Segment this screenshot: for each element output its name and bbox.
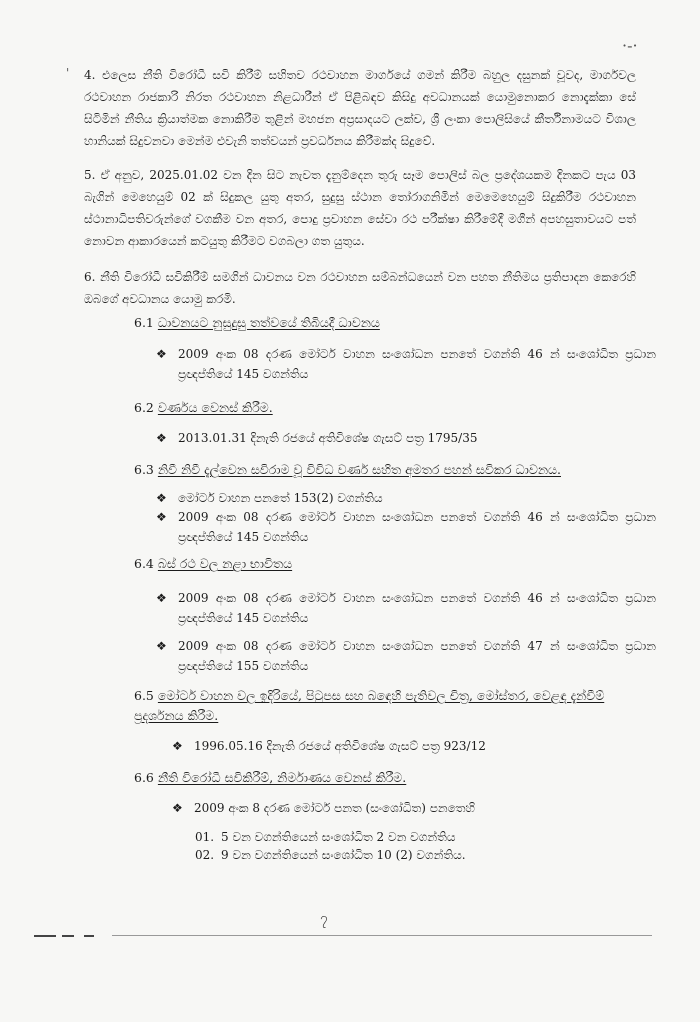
section-6-6-bullet-1	[172, 798, 656, 818]
section-6-1-bullet-1	[156, 344, 656, 384]
section-6-6-item-2	[195, 846, 466, 864]
scan-edge-line	[62, 935, 74, 937]
bullet-text: 2013.01.31 දිනැති රජයේ අතිවිශේෂ ගැසට් පත්‍ර 1795/35	[178, 431, 478, 445]
section-6-4-bullet-2	[156, 636, 656, 676]
section-6-2-bullet-1	[156, 428, 656, 448]
section-6-3-bullet-2	[156, 507, 656, 547]
bullet-text: 2009 අංක 08 දරණ මෝටර් වාහන සංශෝධන පනතේ වගන්ති 46 න් සංශෝධිත ප්‍රධාන ප්‍රඥප්තියේ 145 වගන්තිය	[178, 347, 656, 381]
section-6-5-heading	[134, 686, 634, 726]
section-title: වර්ණය වෙනස් කිරීම.	[157, 400, 273, 415]
item-number: 02.	[195, 848, 215, 862]
section-6-6-heading	[134, 768, 406, 788]
bullet-text: 2009 අංක 8 දරණ මෝටර් පනත (සංශෝධිත) පනතෙහි	[194, 801, 475, 815]
item-text: 9 වන වගන්තියෙන් සංශෝධිත 10 (2) වගන්තිය.	[221, 848, 466, 862]
paragraph-4: 4. එලෙස නීති විරෝධී සවි කිරීම් සහිතව රථවාහන මාර්ගයේ ගමන් කිරීම බහුල දසුනක් වූවද, මාර්ගවල රථවාහන රාජකාරි නිරත රථවාහන නිළධාරීන් ඒ පිළිබඳව කිසිදු අවධානයක් යොමුනොකර නොදැක්කා සේ සිටිමින් නීතිය ක්‍රියාත්මක නොකිරීම තුළින් මහජන අප්‍රසාදයට ලක්ව, ශ්‍රී ලංකා පොලිසියේ කීර්තිනාමයට විශාල හානියක් සිදුවනවා මෙන්ම එවැනි තත්වයන් ප්‍රවර්ධනය කිරීමක්ද සිදුවේ.	[84, 68, 636, 148]
scan-edge-line	[34, 935, 56, 937]
diamond-bullet-icon: ❖	[156, 347, 167, 361]
paragraph-6: 6. නීති විරෝධී සවිකිරීම් සමගින් ධාවනය වන රථවාහන සම්බන්ධයෙන් වන පහත නීතිමය ප්‍රතිපාදන කෙරෙහි ඔබගේ අවධානය යොමු කරමි.	[84, 270, 636, 306]
page-number: ၇	[320, 911, 328, 926]
section-6-3-bullet-1	[156, 488, 656, 508]
section-title: මෝටර් වාහන වල ඉදිරියේ, පිටුපස සහ බඳෙහි පැතිවල චිත්‍ර, මෝස්තර, වෙළඳ දැන්වීම් ප්‍රදර්ශනය කිරීම.	[134, 688, 605, 723]
scan-mark: ·‑·	[622, 36, 638, 55]
bullet-text: 2009 අංක 08 දරණ මෝටර් වාහන සංශෝධන පනතේ වගන්ති 46 න් සංශෝධිත ප්‍රධාන ප්‍රඥප්තියේ 145 වගන්තිය	[178, 591, 656, 625]
section-number: 6.5	[134, 688, 154, 703]
section-6-4-bullet-1	[156, 588, 656, 628]
diamond-bullet-icon: ❖	[156, 591, 167, 605]
section-number: 6.1	[134, 315, 154, 330]
item-number: 01.	[195, 830, 215, 844]
bullet-text: 1996.05.16 දිනැති රජයේ අතිවිශේෂ ගැසට් පත්‍ර 923/12	[194, 739, 486, 753]
section-title: ධාවනයට නුසුදුසු තත්වයේ තිබියදී ධාවනය	[157, 315, 380, 330]
section-number: 6.6	[134, 770, 154, 785]
section-6-5-bullet-1	[172, 736, 656, 756]
section-number: 6.3	[134, 462, 154, 477]
section-6-6-item-1	[195, 828, 455, 846]
diamond-bullet-icon: ❖	[156, 639, 167, 653]
section-6-1-heading	[134, 313, 380, 333]
bullet-text: 2009 අංක 08 දරණ මෝටර් වාහන සංශෝධන පනතේ වගන්ති 46 න් සංශෝධිත ප්‍රධාන ප්‍රඥප්තියේ 145 වගන්තිය	[178, 510, 656, 544]
scan-mark: '	[66, 66, 70, 80]
scan-edge-line	[84, 935, 94, 937]
diamond-bullet-icon: ❖	[156, 510, 167, 524]
diamond-bullet-icon: ❖	[172, 739, 183, 753]
section-6-2-heading	[134, 398, 273, 418]
paragraph-5: 5. ඒ අනුව, 2025.01.02 වන දින සිට නැවත දැනුම්දෙන තුරු සෑම පොලිස් බල ප්‍රදේශයකම දිනකට පැය 03 බැගින් මෙහෙයුම් 02 ක් සිදුකල යුතු අතර, සුදුසු ස්ථාන තෝරාගනිමින් මෙමෙහෙයුම් සිදුකිරීම රථවාහන ස්ථානාධිපතිවරුන්ගේ වගකීම වන අතර, පොදු ප්‍රවාහන සේවා රථ පරීක්ෂා කිරීමේදී මගීන් අපහසුතාවයට පත් නොවන ආකාරයෙන් කටයුතු කිරීමට වගබලා ගත යුතුය.	[84, 168, 636, 248]
section-6-3-heading	[134, 460, 561, 480]
section-number: 6.2	[134, 400, 154, 415]
section-title: නීති විරෝධී සවිකිරීම්, නිර්මාණය වෙනස් කිරීම.	[157, 770, 407, 785]
diamond-bullet-icon: ❖	[156, 491, 167, 505]
diamond-bullet-icon: ❖	[172, 801, 183, 815]
scan-edge-line	[112, 935, 652, 936]
section-title: බස් රථ වල නළා භාවිතය	[157, 556, 293, 571]
item-text: 5 වන වගන්තියෙන් සංශෝධිත 2 වන වගන්තිය	[221, 830, 456, 844]
diamond-bullet-icon: ❖	[156, 431, 167, 445]
bullet-text: 2009 අංක 08 දරණ මෝටර් වාහන සංශෝධන පනතේ වගන්ති 47 න් සංශෝධිත ප්‍රධාන ප්‍රඥප්තියේ 155 වගන්තිය	[178, 639, 656, 673]
section-title: නිවී නිවී දැල්වෙන සවිරාම වූ විවිධ වර්ණ සහිත අමතර පහන් සවිකර ධාවනය.	[157, 462, 561, 477]
bullet-text: මෝටර් වාහන පනතේ 153(2) වගන්තිය	[178, 491, 383, 505]
section-number: 6.4	[134, 556, 154, 571]
section-6-4-heading	[134, 554, 292, 574]
